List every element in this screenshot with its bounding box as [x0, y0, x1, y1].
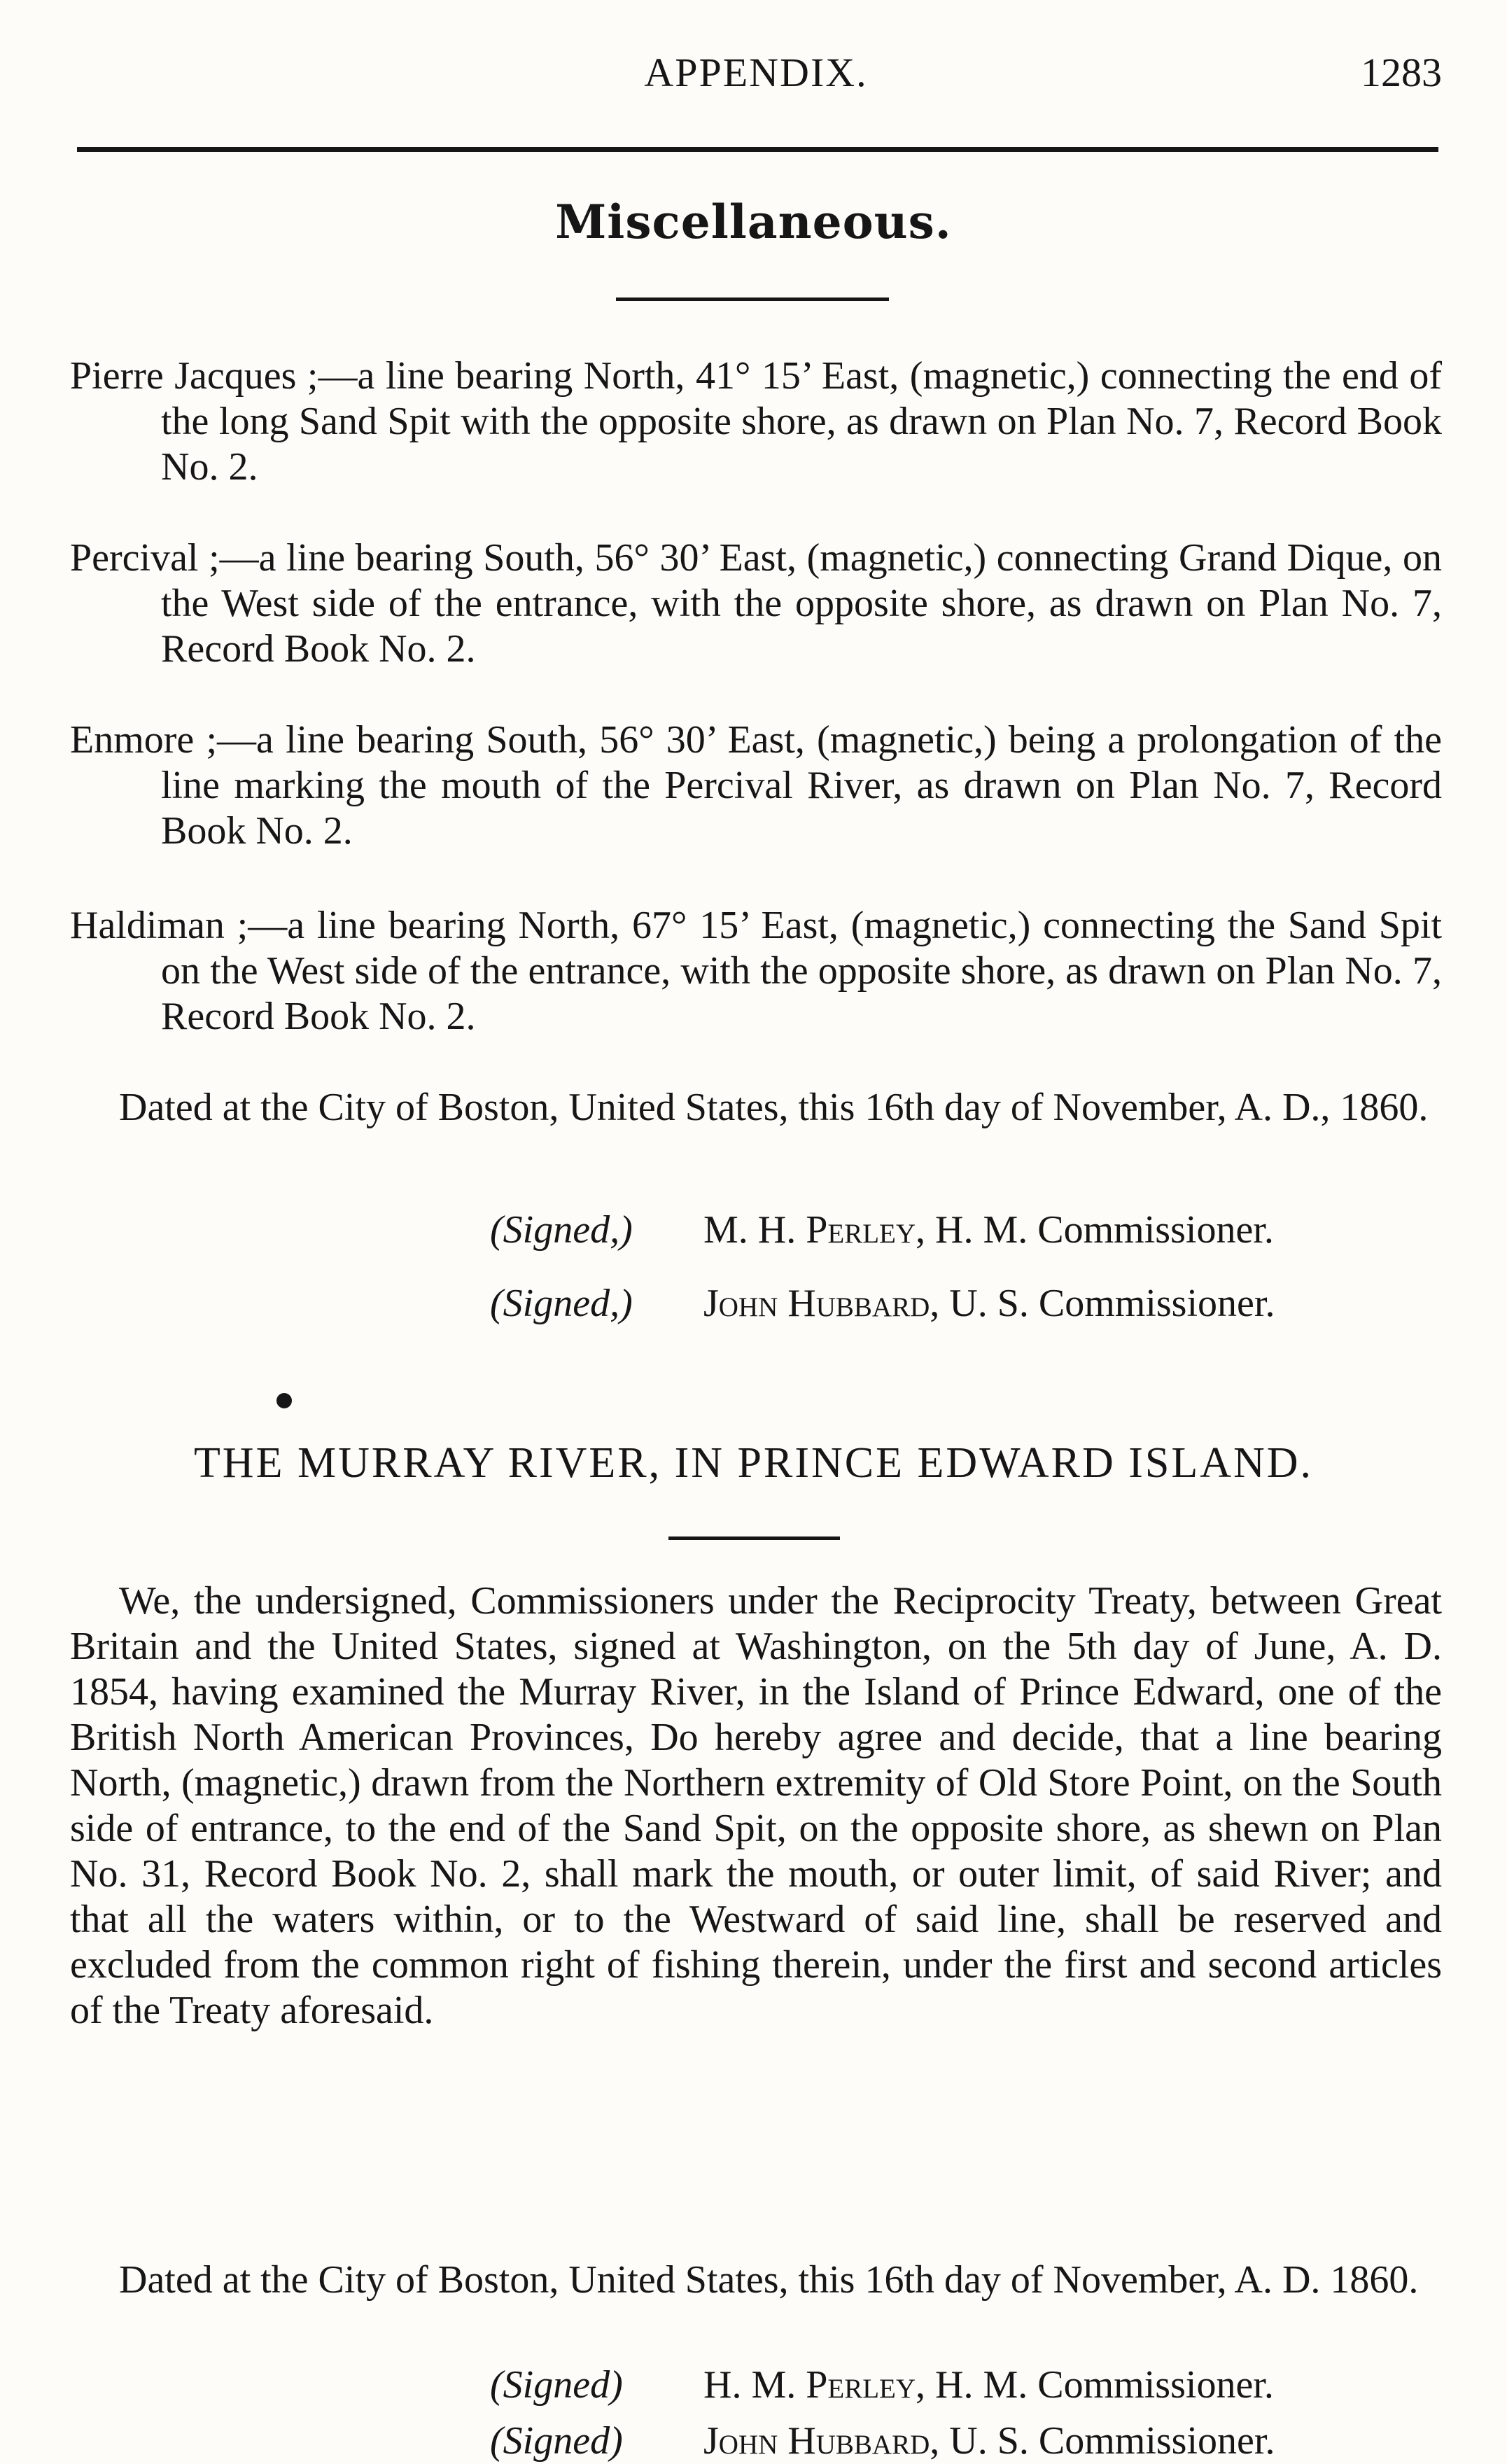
signature-line	[490, 2418, 1442, 2464]
boundary-entry	[70, 718, 1442, 854]
dated-line: Dated at the City of Boston, United States, this 16th day of November, A. D. 1860.	[119, 2258, 1419, 2302]
page-header	[70, 49, 1442, 105]
signatory-title: , H. M. Commissioner.	[916, 1208, 1274, 1252]
signatory-name: M. H. Perley	[703, 1208, 916, 1252]
page-number: 1283	[1361, 50, 1442, 95]
signatory-title: , U. S. Commissioner.	[930, 2419, 1275, 2463]
signature-line	[490, 2362, 1442, 2408]
entry-name: Pierre Jacques	[70, 354, 297, 398]
signature-line	[490, 1281, 1442, 1326]
signed-label: (Signed,)	[490, 1282, 633, 1325]
dated-line: Dated at the City of Boston, United States, this 16th day of November, A. D., 1860.	[119, 1086, 1429, 1129]
entry-name: Enmore	[70, 718, 195, 762]
section-divider	[668, 1536, 840, 1540]
signatory-title: , U. S. Commissioner.	[930, 1282, 1275, 1325]
signed-label: (Signed)	[490, 2419, 623, 2463]
entry-text: ;—a line bearing North, 67° 15’ East, (magnetic,) connecting the Sand Spit on the West side of the entrance, with the opposite shore, as drawn on Plan No. 7, Record Book No. 2.	[161, 904, 1443, 1038]
entry-text: ;—a line bearing South, 56° 30’ East, (magnetic,) being a prolongation of the line marking the mouth of the Percival River, as drawn on Plan No. 7, Record Book No. 2.	[161, 718, 1443, 853]
signature-line	[490, 1208, 1442, 1253]
signatory-name: H. M. Perley	[703, 2363, 916, 2407]
section-title: Miscellaneous.	[555, 195, 952, 249]
boundary-entry	[70, 354, 1442, 490]
signed-label: (Signed,)	[490, 1208, 633, 1252]
boundary-entry	[70, 536, 1442, 672]
boundary-entry	[70, 903, 1442, 1040]
signatory-name: John Hubbard	[703, 1282, 930, 1325]
signed-label: (Signed)	[490, 2363, 623, 2407]
header-rule	[77, 147, 1438, 152]
signatory-name: John Hubbard	[703, 2419, 930, 2463]
entry-text: ;—a line bearing North, 41° 15’ East, (magnetic,) connecting the end of the long Sand Spit with the opposite shore, as drawn on Plan No. 7, Record Book No. 2.	[161, 354, 1443, 489]
section-divider	[616, 298, 889, 301]
entry-text: ;—a line bearing South, 56° 30’ East, (magnetic,) connecting Grand Dique, on the West side of the entrance, with the opposite shore, as drawn on Plan No. 7, Record Book No. 2.	[161, 536, 1442, 671]
entry-name: Percival	[70, 536, 199, 580]
signatory-title: , H. M. Commissioner.	[916, 2363, 1274, 2407]
running-head: APPENDIX.	[644, 50, 868, 95]
decision-paragraph: We, the undersigned, Commissioners under the Reciprocity Treaty, between Great Britain and the United States, signed at Washington, on the 5th day of June, A. D. 1854, having examined the Murray River, in the Island of Prince Edward, one of the British North American Provinces, Do hereby agree and decide, that a line bearing North, (magnetic,) drawn from the Northern extremity of Old Store Point, on the South side of entrance, to the end of the Sand Spit, on the opposite shore, as shewn on Plan No. 31, Record Book No. 2, shall mark the mouth, or outer limit, of said River; and that all the waters within, or to the Westward of said line, shall be reserved and excluded from the common right of fishing therein, under the first and second articles of the Treaty aforesaid.	[70, 1579, 1442, 2032]
entry-name: Haldiman	[70, 904, 225, 947]
river-section-title: THE MURRAY RIVER, IN PRINCE EDWARD ISLAND.	[193, 1439, 1314, 1487]
ink-blot	[276, 1393, 292, 1408]
